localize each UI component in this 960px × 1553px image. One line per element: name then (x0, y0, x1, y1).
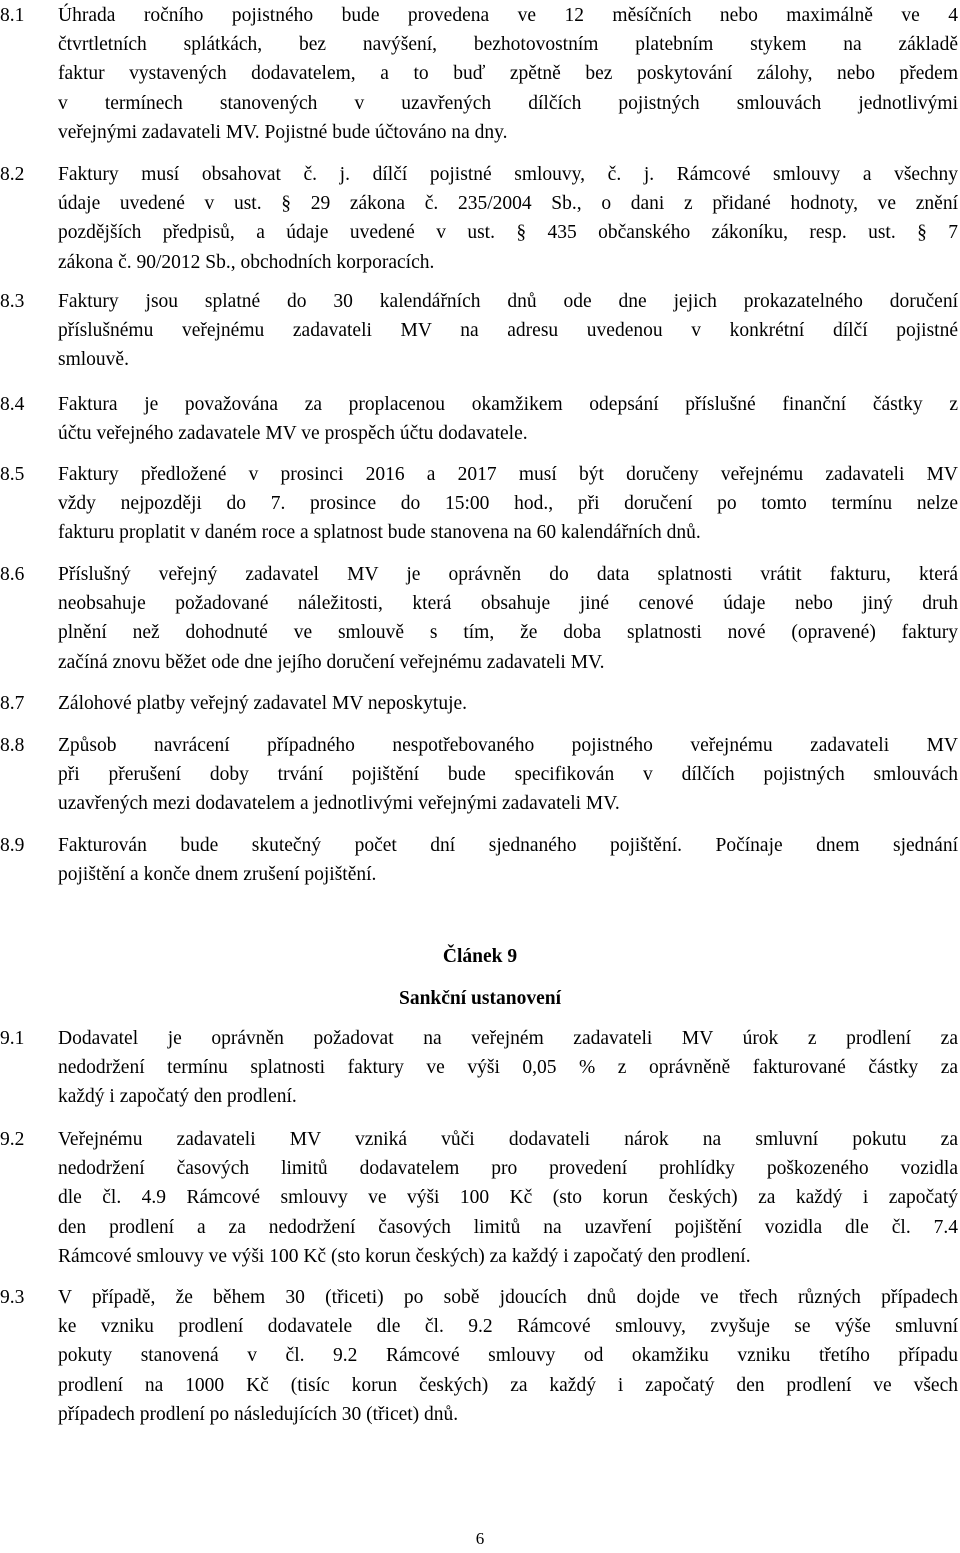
clause-text (58, 831, 958, 889)
clause-line: pozdějších předpisů, a údaje uvedené v ust. § 435 občanského zákoníku, resp. ust. § 7 (58, 222, 958, 244)
clause-8-8 (0, 731, 958, 819)
clause-text (58, 390, 958, 448)
clause-line: Příslušný veřejný zadavatel MV je oprávněn do data splatnosti vrátit fakturu, která (58, 564, 958, 585)
clause-line: uzavřených mezi dodavatelem a jednotlivými veřejnými zadavateli MV. (58, 793, 620, 815)
clause-9-1 (0, 1024, 958, 1112)
clause-text (58, 731, 958, 819)
clause-line: ke vzniku prodlení dodavatele dle čl. 9.2 Rámcové smlouvy, zvyšuje se výše smluvní (58, 1316, 958, 1338)
article-subtitle: Sankční ustanovení (398, 988, 562, 1009)
clause-line: Faktury předložené v prosinci 2016 a 2017 musí být doručeny veřejnému zadavateli MV (58, 464, 958, 485)
clause-line: dle čl. 4.9 Rámcové smlouvy ve výši 100 Kč (sto korun českých) za každý i započatý (58, 1187, 958, 1209)
clause-line: Faktury jsou splatné do 30 kalendářních dnů ode dne jejich prokazatelného doručení (58, 291, 958, 312)
clause-line: neobsahuje požadované náležitosti, která obsahuje jiné cenové údaje nebo jiný druh (58, 593, 958, 615)
clause-number: 8.7 (0, 693, 25, 714)
clause-8-3 (0, 287, 958, 375)
clause-line: údaje uvedené v ust. § 29 zákona č. 235/2004 Sb., o dani z přidané hodnoty, ve znění (58, 193, 958, 215)
clause-line: Dodavatel je oprávněn požadovat na veřejném zadavateli MV úrok z prodlení za (58, 1028, 958, 1049)
clause-text (58, 1, 958, 147)
clause-line: smlouvě. (58, 349, 129, 371)
clause-line: pokuty stanovená v čl. 9.2 Rámcové smlouvy od okamžiku vzniku třetího případu (58, 1345, 958, 1367)
clause-line: Veřejnému zadavateli MV vzniká vůči dodavateli nárok na smluvní pokutu za (58, 1129, 958, 1150)
clause-number: 8.4 (0, 394, 25, 415)
clause-8-2 (0, 160, 958, 277)
clause-number: 8.6 (0, 564, 25, 585)
clause-9-3 (0, 1283, 958, 1429)
clause-line: pojištění a konče dnem zrušení pojištění. (58, 864, 377, 886)
clause-line: den prodlení a za nedodržení časových limitů na uzavření pojištění vozidla dle čl. 7.4 (58, 1216, 958, 1238)
clause-line: fakturu proplatit v daném roce a splatnost bude stanovena na 60 kalendářních dnů. (58, 522, 701, 544)
clause-8-6 (0, 560, 958, 677)
clause-line: prodlení na 1000 Kč (tisíc korun českých) za každý i započatý den prodlení ve všech (58, 1374, 958, 1396)
clause-8-4 (0, 390, 958, 448)
clause-line: Faktury musí obsahovat č. j. dílčí pojistné smlouvy, č. j. Rámcové smlouvy a všechny (58, 164, 958, 185)
clause-number: 9.2 (0, 1129, 25, 1150)
clause-8-5 (0, 460, 958, 548)
clause-text (58, 287, 958, 375)
clause-text (58, 460, 958, 548)
clause-number: 9.3 (0, 1287, 25, 1308)
clause-line: Faktura je považována za proplacenou okamžikem odepsání příslušné finanční částky z (58, 394, 958, 415)
clause-number: 8.9 (0, 835, 25, 856)
clause-line: Fakturován bude skutečný počet dní sjednaného pojištění. Počínaje dnem sjednání (58, 835, 958, 856)
clause-text (58, 1283, 958, 1429)
clause-line: příslušnému veřejnému zadavateli MV na adresu uvedenou v konkrétní dílčí pojistné (58, 320, 958, 342)
clause-number: 8.5 (0, 464, 25, 485)
clause-line: vždy nejpozději do 7. prosince do 15:00 hod., při doručení po tomto termínu nelze (58, 493, 958, 515)
clause-text (58, 689, 958, 718)
clause-text (58, 1125, 958, 1271)
clause-line: zákona č. 90/2012 Sb., obchodních korporacích. (58, 251, 435, 273)
clause-line: Zálohové platby veřejný zadavatel MV neposkytuje. (58, 693, 468, 714)
clause-text (58, 1024, 958, 1112)
clause-text (58, 560, 958, 677)
clause-line: v termínech stanovených v uzavřených dílčích pojistných smlouvách jednotlivými (58, 92, 958, 114)
clause-number: 9.1 (0, 1028, 25, 1049)
clause-line: Způsob navrácení případného nespotřebovaného pojistného veřejnému zadavateli MV (58, 735, 958, 756)
clause-9-2 (0, 1125, 958, 1271)
clause-line: faktur vystavených dodavatelem, a to buď zpětně bez poskytování zálohy, nebo předem (58, 63, 958, 85)
clause-line: nedodržení termínu splatnosti faktury ve výši 0,05 % z oprávněně fakturované částky za (58, 1057, 958, 1079)
clause-line: každý i započatý den prodlení. (58, 1086, 297, 1108)
clause-line: V případě, že během 30 (třiceti) po sobě jdoucích dnů dojde ve třech různých případech (58, 1287, 958, 1308)
clause-8-1 (0, 1, 958, 147)
clause-line: při přerušení doby trvání pojištění bude specifikován v dílčích pojistných smlouvách (58, 764, 958, 786)
clause-line: plnění než dohodnuté ve smlouvě s tím, že doba splatnosti nové (opravené) faktury (58, 622, 958, 644)
clause-number: 8.3 (0, 291, 25, 312)
clause-line: začíná znovu běžet ode dne jejího doručení veřejnému zadavateli MV. (58, 651, 605, 673)
clause-number: 8.1 (0, 5, 25, 26)
clause-8-9 (0, 831, 958, 889)
clause-line: nedodržení časových limitů dodavatelem pro provedení prohlídky poškozeného vozidla (58, 1158, 958, 1180)
clause-number: 8.8 (0, 735, 25, 756)
clause-line: případech prodlení po následujících 30 (třicet) dnů. (58, 1403, 459, 1425)
clause-text (58, 160, 958, 277)
clause-number: 8.2 (0, 164, 25, 185)
article-title: Článek 9 (442, 946, 518, 967)
page-number: 6 (475, 1529, 485, 1548)
clause-line: Rámcové smlouvy ve výši 100 Kč (sto korun českých) za každý i započatý den prodlení. (58, 1245, 751, 1267)
clause-line: čtvrtletních splátkách, bez navýšení, bezhotovostním platebním stykem na základě (58, 34, 958, 56)
clause-line: veřejnými zadavateli MV. Pojistné bude účtováno na dny. (58, 121, 508, 143)
clause-line: Úhrada ročního pojistného bude provedena ve 12 měsíčních nebo maximálně ve 4 (58, 5, 958, 26)
clause-line: účtu veřejného zadavatele MV ve prospěch účtu dodavatele. (58, 423, 528, 445)
clause-8-7 (0, 689, 958, 718)
